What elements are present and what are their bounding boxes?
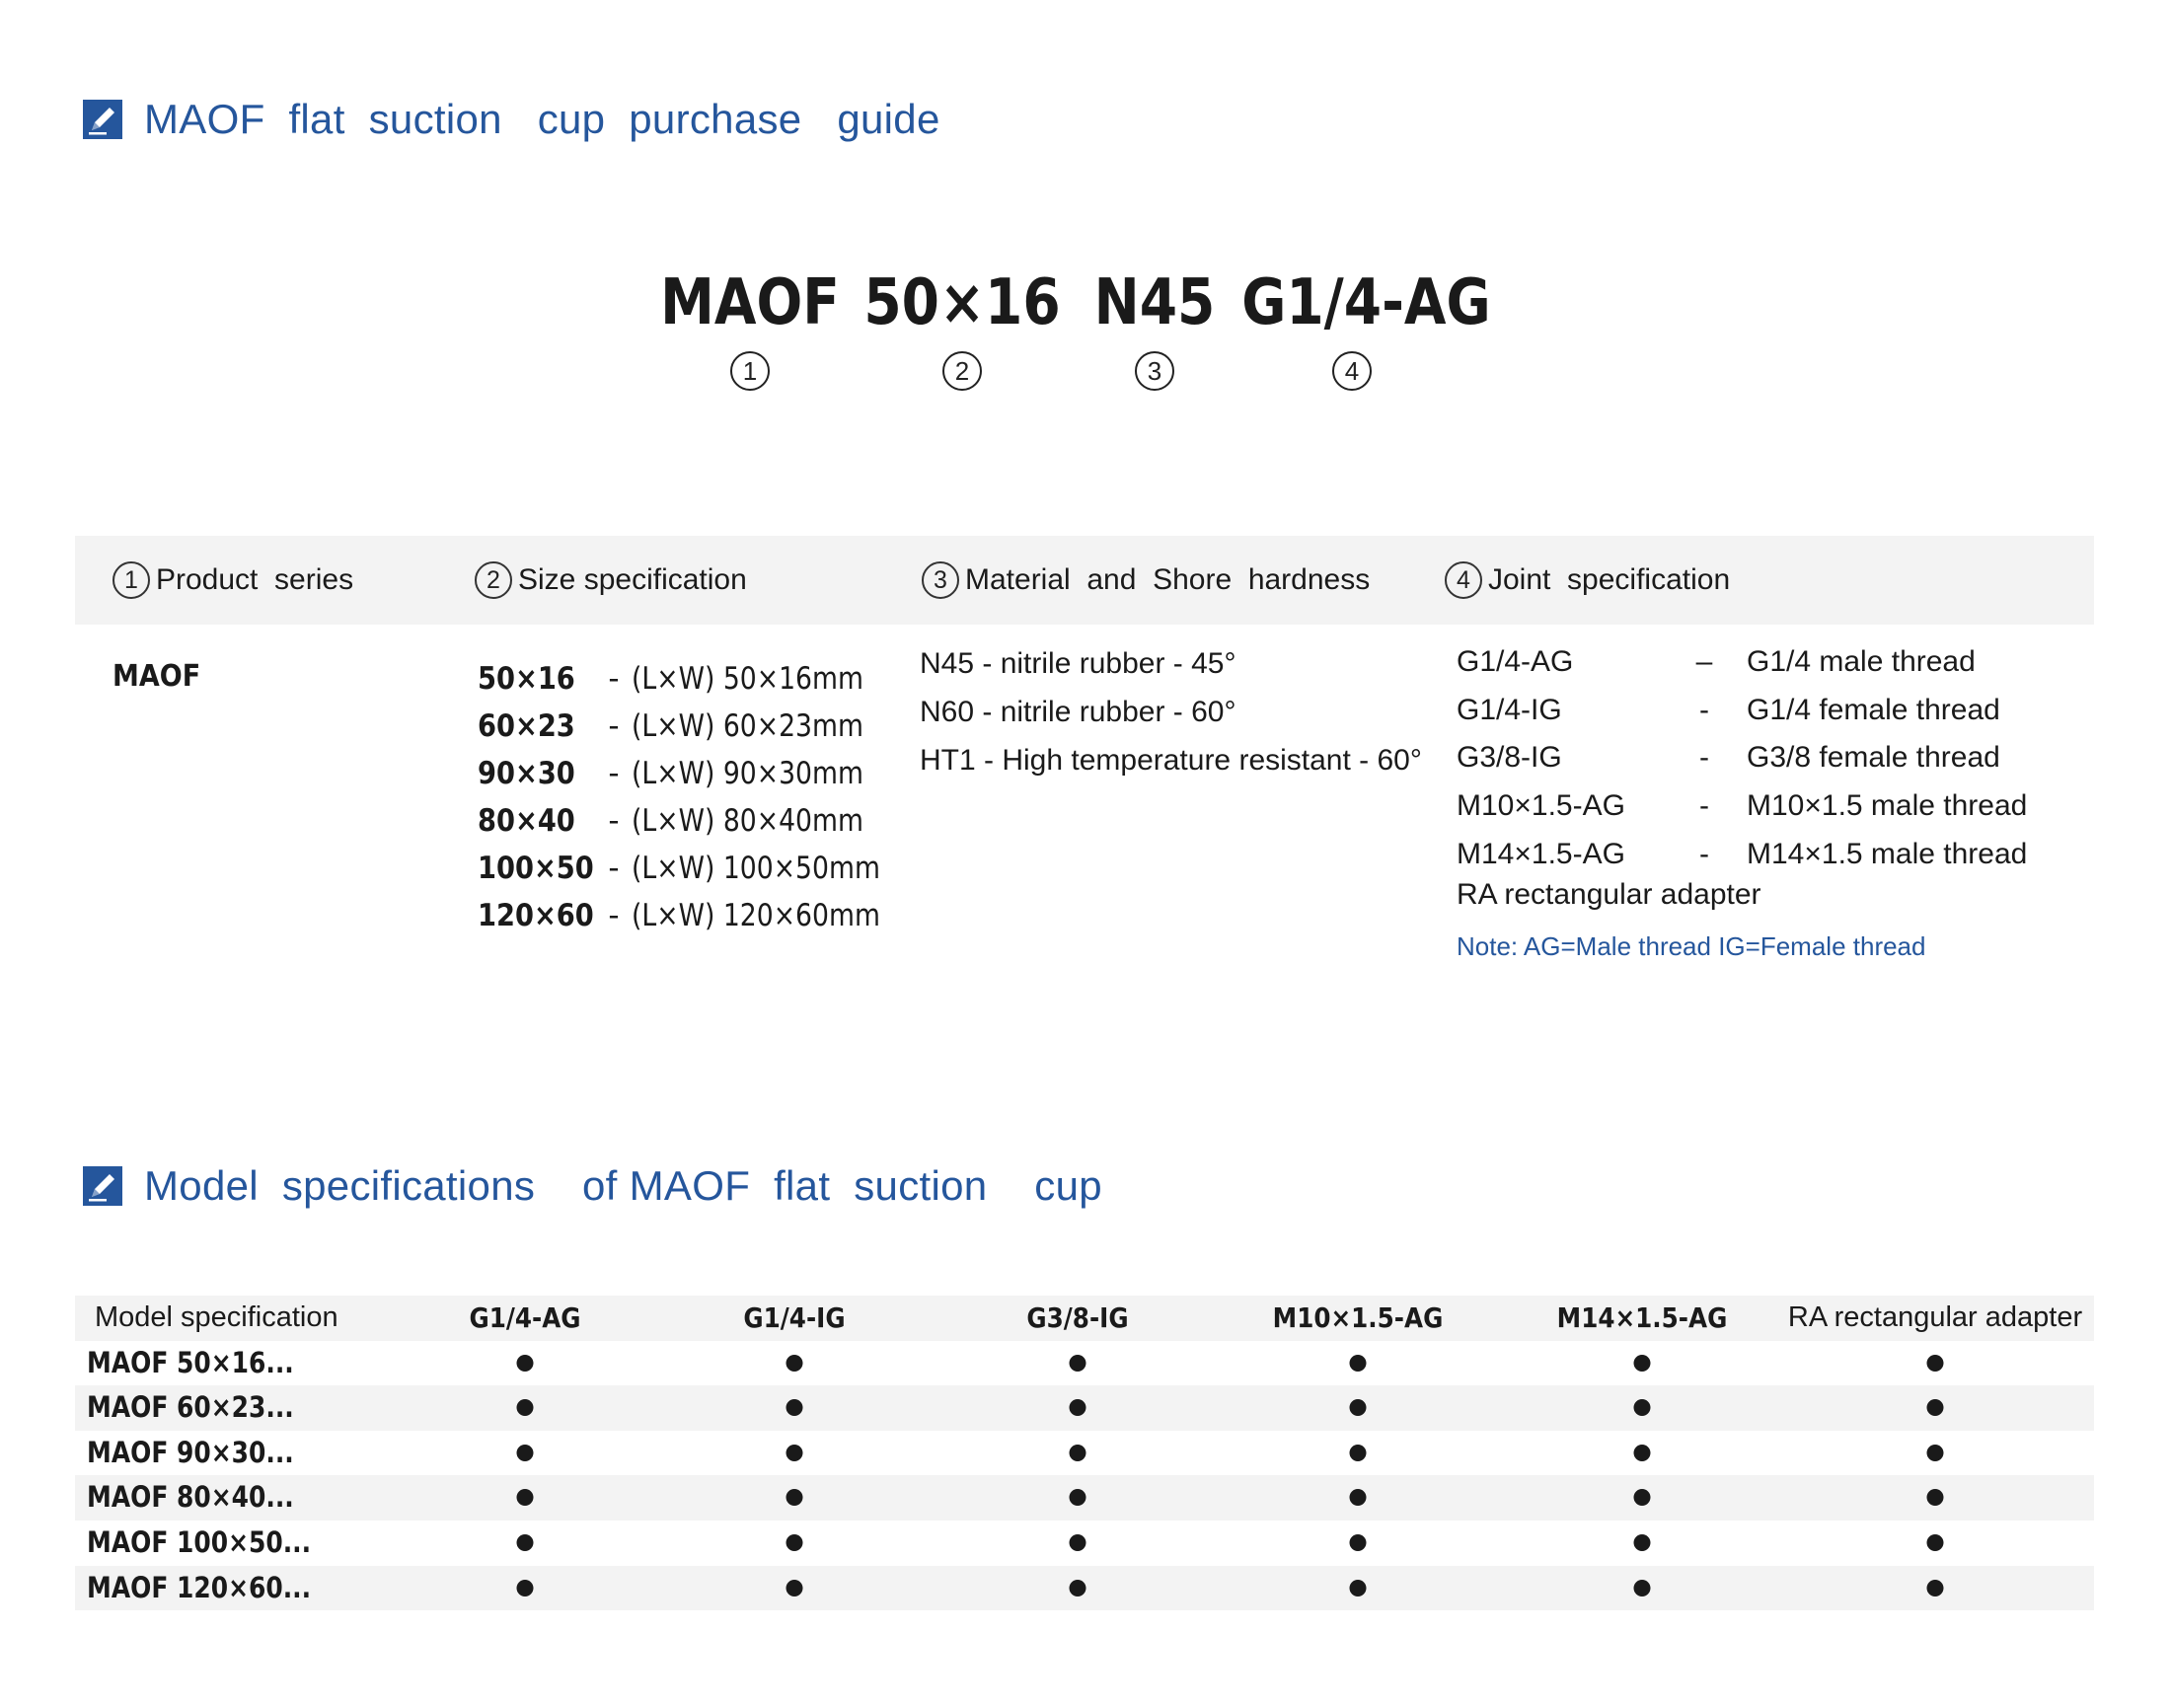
- joint-row: [1457, 645, 1976, 693]
- code-text: N45: [1093, 266, 1216, 339]
- code-text: G1/4-AG: [1241, 266, 1491, 339]
- table-row: [75, 1475, 2094, 1521]
- code-text: MAOF: [660, 266, 840, 339]
- size-code: 120×60: [478, 898, 594, 933]
- guide-header-size: [475, 536, 747, 625]
- filled-dot-icon: [1350, 1445, 1367, 1461]
- size-dash: -: [608, 661, 620, 697]
- model-name: MAOF 120×60...: [87, 1570, 312, 1604]
- size-dash: -: [608, 851, 620, 886]
- section-title-model-specs: [83, 1162, 1102, 1210]
- joint-extra: RA rectangular adapter: [1457, 878, 1761, 911]
- filled-dot-icon: [786, 1489, 803, 1506]
- filled-dot-icon: [1927, 1355, 1944, 1372]
- filled-dot-icon: [786, 1580, 803, 1597]
- joint-row: [1457, 789, 2028, 837]
- series-value: MAOF: [112, 659, 201, 694]
- filled-dot-icon: [1634, 1445, 1651, 1461]
- joint-code: M14×1.5-AG: [1457, 838, 1625, 870]
- size-dash: -: [608, 898, 620, 933]
- table-row: [75, 1385, 2094, 1431]
- joint-desc: M10×1.5 male thread: [1747, 789, 2028, 822]
- size-row: [478, 797, 901, 845]
- joint-code: M10×1.5-AG: [1457, 789, 1625, 822]
- size-dash: -: [608, 756, 620, 791]
- filled-dot-icon: [1634, 1399, 1651, 1416]
- filled-dot-icon: [517, 1489, 534, 1506]
- header-col: G1/4-AG: [469, 1301, 581, 1334]
- filled-dot-icon: [1927, 1534, 1944, 1551]
- size-row: [478, 703, 901, 750]
- filled-dot-icon: [786, 1534, 803, 1551]
- size-dash: -: [608, 708, 620, 744]
- header-col: M10×1.5-AG: [1272, 1301, 1444, 1334]
- filled-dot-icon: [517, 1534, 534, 1551]
- guide-header-label: Size specification: [518, 563, 747, 596]
- joint-dash: -: [1699, 838, 1709, 870]
- guide-header-series: [112, 536, 353, 625]
- joint-desc: M14×1.5 male thread: [1747, 838, 2028, 870]
- joint-dash: –: [1695, 645, 1713, 678]
- filled-dot-icon: [786, 1355, 803, 1372]
- filled-dot-icon: [517, 1445, 534, 1461]
- size-code: 50×16: [478, 661, 575, 697]
- size-row: [478, 655, 901, 703]
- filled-dot-icon: [1070, 1399, 1086, 1416]
- filled-dot-icon: [786, 1399, 803, 1416]
- filled-dot-icon: [1070, 1580, 1086, 1597]
- size-code: 60×23: [478, 708, 575, 744]
- size-desc: (L×W) 120×60mm: [632, 898, 880, 933]
- section-title-text: Model specifications of MAOF flat suction cup: [144, 1162, 1102, 1209]
- index-circle: 4: [1332, 351, 1372, 391]
- filled-dot-icon: [1350, 1489, 1367, 1506]
- joint-dash: -: [1699, 694, 1709, 726]
- header-col: M14×1.5-AG: [1556, 1301, 1728, 1334]
- size-row: [478, 892, 921, 939]
- index-circle: 1: [112, 561, 150, 599]
- material-item: N45 - nitrile rubber - 45°: [920, 647, 1236, 680]
- header-model: Model specification: [95, 1301, 338, 1333]
- size-desc: (L×W) 80×40mm: [632, 803, 863, 839]
- code-text: 50×16: [863, 266, 1061, 339]
- filled-dot-icon: [1927, 1445, 1944, 1461]
- order-code: [0, 259, 2171, 386]
- section-title-purchase-guide: [83, 96, 940, 143]
- index-circle: 4: [1445, 561, 1482, 599]
- filled-dot-icon: [1070, 1355, 1086, 1372]
- guide-header-label: Joint specification: [1488, 563, 1731, 596]
- joint-desc: G1/4 male thread: [1747, 645, 1976, 678]
- filled-dot-icon: [1634, 1355, 1651, 1372]
- size-desc: (L×W) 100×50mm: [632, 851, 880, 886]
- index-circle: 3: [1135, 351, 1174, 391]
- guide-header-material: [922, 536, 1370, 625]
- header-col: RA rectangular adapter: [1787, 1301, 2083, 1333]
- filled-dot-icon: [517, 1399, 534, 1416]
- filled-dot-icon: [1350, 1399, 1367, 1416]
- guide-header-label: Material and Shore hardness: [965, 563, 1371, 596]
- index-circle: 3: [922, 561, 959, 599]
- filled-dot-icon: [517, 1355, 534, 1372]
- filled-dot-icon: [1634, 1489, 1651, 1506]
- table-row: [75, 1521, 2094, 1566]
- size-code: 100×50: [478, 851, 594, 886]
- joint-dash: -: [1699, 789, 1709, 822]
- code-part-series: [632, 259, 868, 391]
- guide-header: [75, 536, 2094, 625]
- filled-dot-icon: [1634, 1534, 1651, 1551]
- filled-dot-icon: [1927, 1580, 1944, 1597]
- size-desc: (L×W) 90×30mm: [632, 756, 863, 791]
- joint-code: G3/8-IG: [1457, 741, 1562, 774]
- model-name: MAOF 80×40...: [87, 1480, 294, 1515]
- material-item: N60 - nitrile rubber - 60°: [920, 696, 1236, 728]
- header-col: G1/4-IG: [743, 1301, 846, 1334]
- index-circle: 2: [942, 351, 982, 391]
- joint-desc: G3/8 female thread: [1747, 741, 2000, 774]
- spec-table: [75, 1296, 2094, 1610]
- table-row: [75, 1431, 2094, 1476]
- filled-dot-icon: [1070, 1489, 1086, 1506]
- code-part-size: [839, 259, 1086, 391]
- joint-desc: G1/4 female thread: [1747, 694, 2000, 726]
- model-name: MAOF 100×50...: [87, 1524, 312, 1559]
- joint-code: G1/4-AG: [1457, 645, 1574, 678]
- joint-row: [1457, 694, 2000, 741]
- filled-dot-icon: [1927, 1399, 1944, 1416]
- model-name: MAOF 50×16...: [87, 1345, 294, 1379]
- filled-dot-icon: [786, 1445, 803, 1461]
- index-circle: 1: [730, 351, 770, 391]
- size-row: [478, 845, 921, 892]
- spec-table-header: [75, 1296, 2094, 1341]
- joint-note: Note: AG=Male thread IG=Female thread: [1457, 931, 1926, 961]
- filled-dot-icon: [1634, 1580, 1651, 1597]
- guide-header-label: Product series: [156, 563, 354, 596]
- filled-dot-icon: [1350, 1355, 1367, 1372]
- joint-row: [1457, 741, 2000, 788]
- spec-table-body: [75, 1341, 2094, 1611]
- edit-checkbox-icon: [83, 1166, 122, 1206]
- joint-dash: -: [1699, 741, 1709, 774]
- size-row: [478, 750, 901, 797]
- size-desc: (L×W) 50×16mm: [632, 661, 863, 697]
- filled-dot-icon: [517, 1580, 534, 1597]
- size-desc: (L×W) 60×23mm: [632, 708, 863, 744]
- size-code: 90×30: [478, 756, 575, 791]
- header-col: G3/8-IG: [1026, 1301, 1129, 1334]
- edit-checkbox-icon: [83, 100, 122, 139]
- joint-code: G1/4-IG: [1457, 694, 1562, 726]
- filled-dot-icon: [1927, 1489, 1944, 1506]
- filled-dot-icon: [1350, 1534, 1367, 1551]
- model-name: MAOF 60×23...: [87, 1390, 294, 1425]
- filled-dot-icon: [1350, 1580, 1367, 1597]
- index-circle: 2: [475, 561, 512, 599]
- size-dash: -: [608, 803, 620, 839]
- code-part-material: [1061, 259, 1248, 391]
- guide-header-joint: [1445, 536, 1730, 625]
- material-item: HT1 - High temperature resistant - 60°: [920, 744, 1422, 777]
- table-row: [75, 1566, 2094, 1611]
- filled-dot-icon: [1070, 1534, 1086, 1551]
- code-part-joint: [1224, 259, 1491, 391]
- table-row: [75, 1341, 2094, 1386]
- filled-dot-icon: [1070, 1445, 1086, 1461]
- size-code: 80×40: [478, 803, 575, 839]
- model-name: MAOF 90×30...: [87, 1435, 294, 1469]
- section-title-text: MAOF flat suction cup purchase guide: [144, 96, 940, 142]
